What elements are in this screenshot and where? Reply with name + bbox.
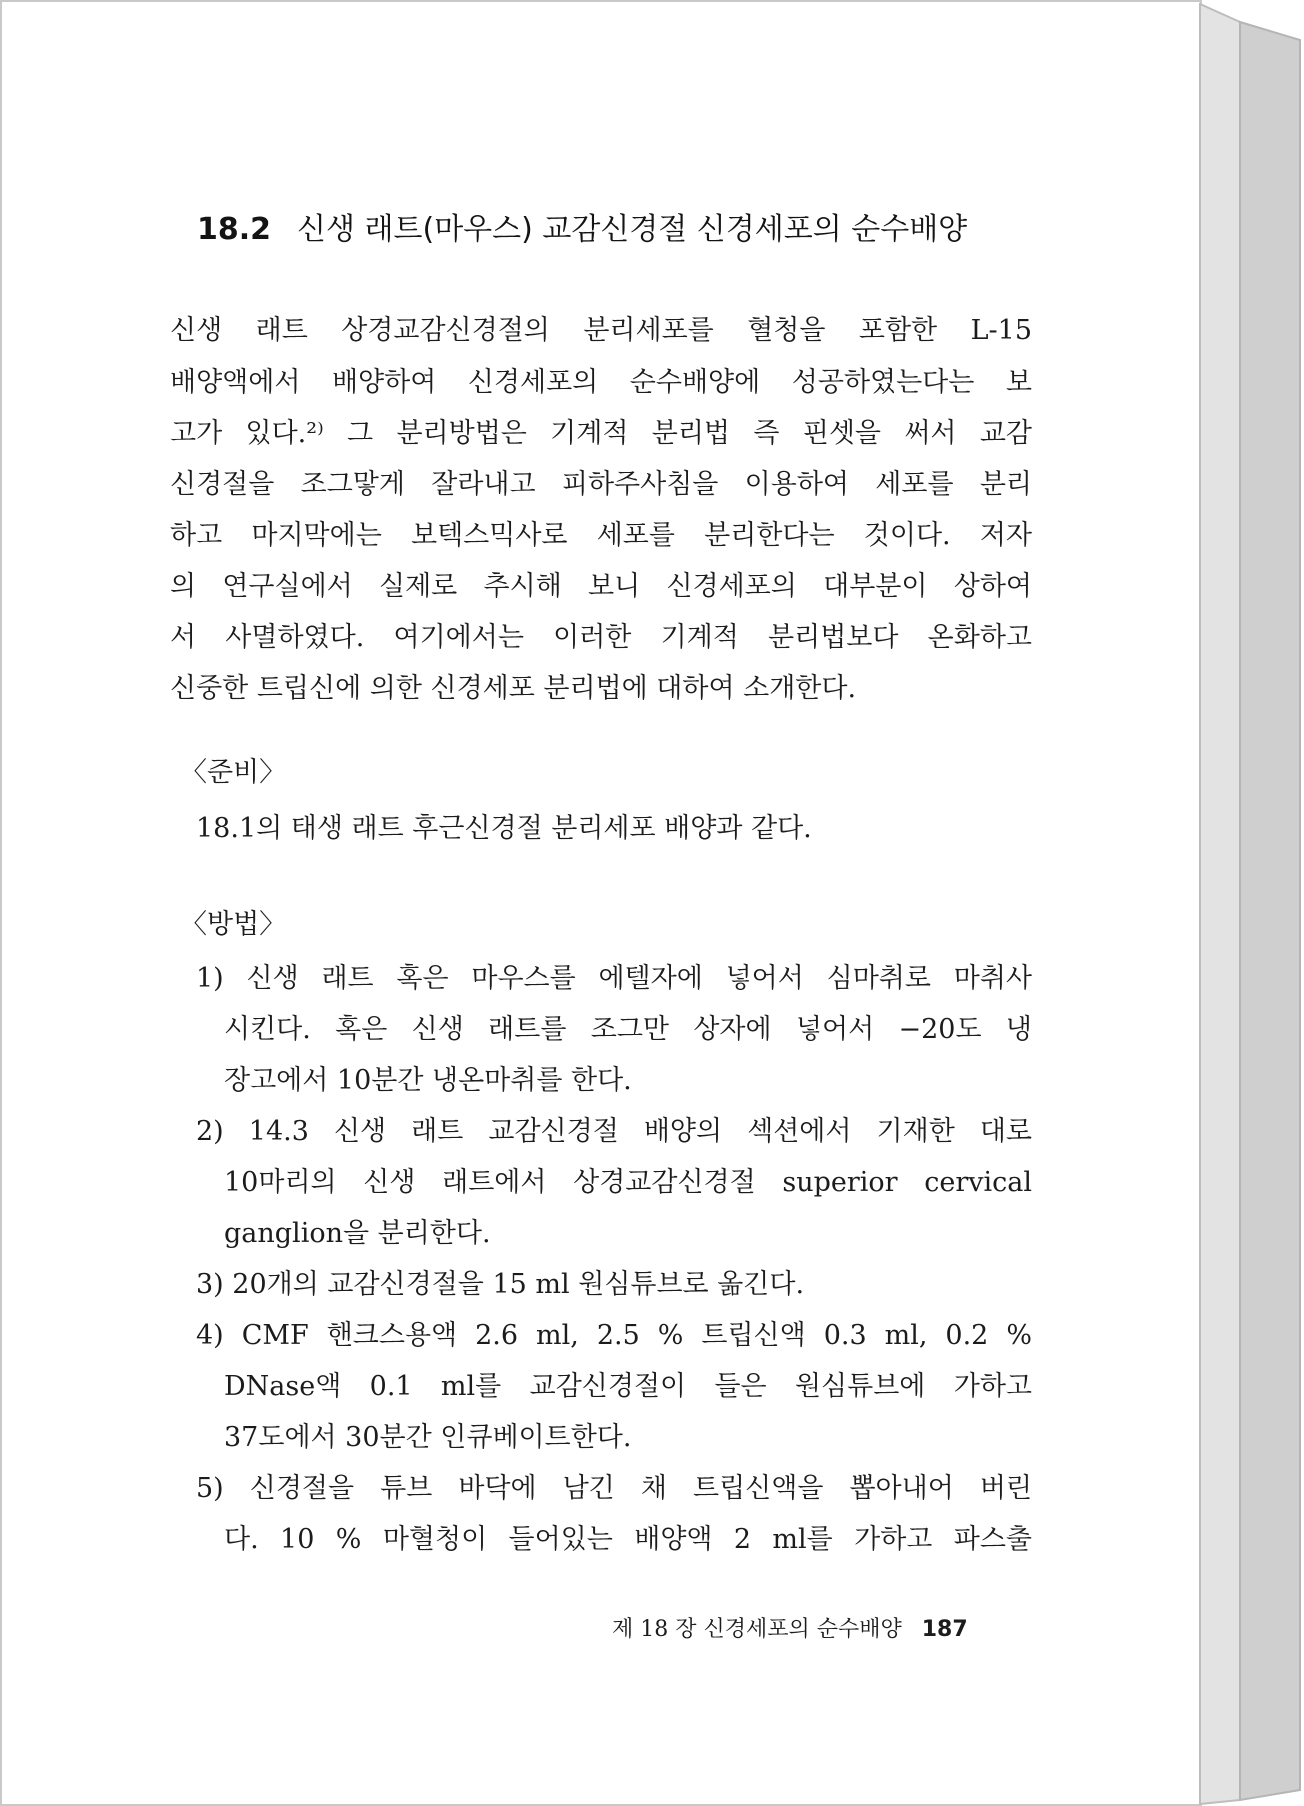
- method-item: 5) 신경절을 튜브 바닥에 남긴 채 트립신액을 뽑아내어 버린: [196, 1473, 1032, 1504]
- method-item: 4) CMF 핸크스용액 2.6 ml, 2.5 % 트립신액 0.3 ml, 0.2 %: [196, 1320, 1032, 1351]
- page-number: 187: [921, 1617, 968, 1642]
- section-number: 18.2: [197, 212, 272, 247]
- method-item-continuation: 37도에서 30분간 인큐베이트한다.: [224, 1422, 632, 1453]
- method-item: 3) 20개의 교감신경절을 15 ml 원심튜브로 옮긴다.: [196, 1269, 805, 1300]
- method-label: 〈방법〉: [180, 909, 287, 940]
- paragraph-line: 고가 있다.²⁾ 그 분리방법은 기계적 분리법 즉 핀셋을 써서 교감: [170, 418, 1032, 449]
- method-item-continuation: 다. 10 % 마혈청이 들어있는 배양액 2 ml를 가하고 파스출: [224, 1524, 1032, 1555]
- method-item-continuation: 장고에서 10분간 냉온마취를 한다.: [224, 1065, 632, 1096]
- section-heading: [197, 204, 1037, 248]
- page-footer: [612, 1612, 968, 1643]
- method-item-continuation: DNase액 0.1 ml를 교감신경절이 들은 원심튜브에 가하고: [224, 1371, 1032, 1402]
- paragraph-line: 의 연구실에서 실제로 추시해 보니 신경세포의 대부분이 상하여: [170, 571, 1032, 602]
- method-item-continuation: ganglion을 분리한다.: [224, 1218, 491, 1249]
- preparation-label: 〈준비〉: [180, 757, 287, 788]
- paragraph-line: 신중한 트립신에 의한 신경세포 분리법에 대하여 소개한다.: [170, 673, 857, 704]
- method-item: 2) 14.3 신생 래트 교감신경절 배양의 섹션에서 기재한 대로: [196, 1116, 1032, 1147]
- method-item-continuation: 시킨다. 혹은 신생 래트를 조그만 상자에 넣어서 −20도 냉: [224, 1014, 1032, 1045]
- paragraph-line: 배양액에서 배양하여 신경세포의 순수배양에 성공하였는다는 보: [170, 367, 1032, 398]
- footer-chapter: 제 18 장 신경세포의 순수배양: [612, 1617, 902, 1642]
- paragraph-line: 신경절을 조그맣게 잘라내고 피하주사침을 이용하여 세포를 분리: [170, 469, 1032, 500]
- preparation-text: 18.1의 태생 래트 후근신경절 분리세포 배양과 같다.: [196, 813, 812, 844]
- paragraph-line: 서 사멸하였다. 여기에서는 이러한 기계적 분리법보다 온화하고: [170, 622, 1032, 653]
- section-title: 신생 래트(마우스) 교감신경절 신경세포의 순수배양: [297, 212, 968, 247]
- paragraph-line: 하고 마지막에는 보텍스믹사로 세포를 분리한다는 것이다. 저자: [170, 520, 1032, 551]
- method-item: 1) 신생 래트 혹은 마우스를 에텔자에 넣어서 심마취로 마취사: [196, 963, 1032, 994]
- method-item-continuation: 10마리의 신생 래트에서 상경교감신경절 superior cervical: [224, 1167, 1032, 1198]
- paragraph-line: 신생 래트 상경교감신경절의 분리세포를 혈청을 포함한 L-15: [170, 315, 1032, 346]
